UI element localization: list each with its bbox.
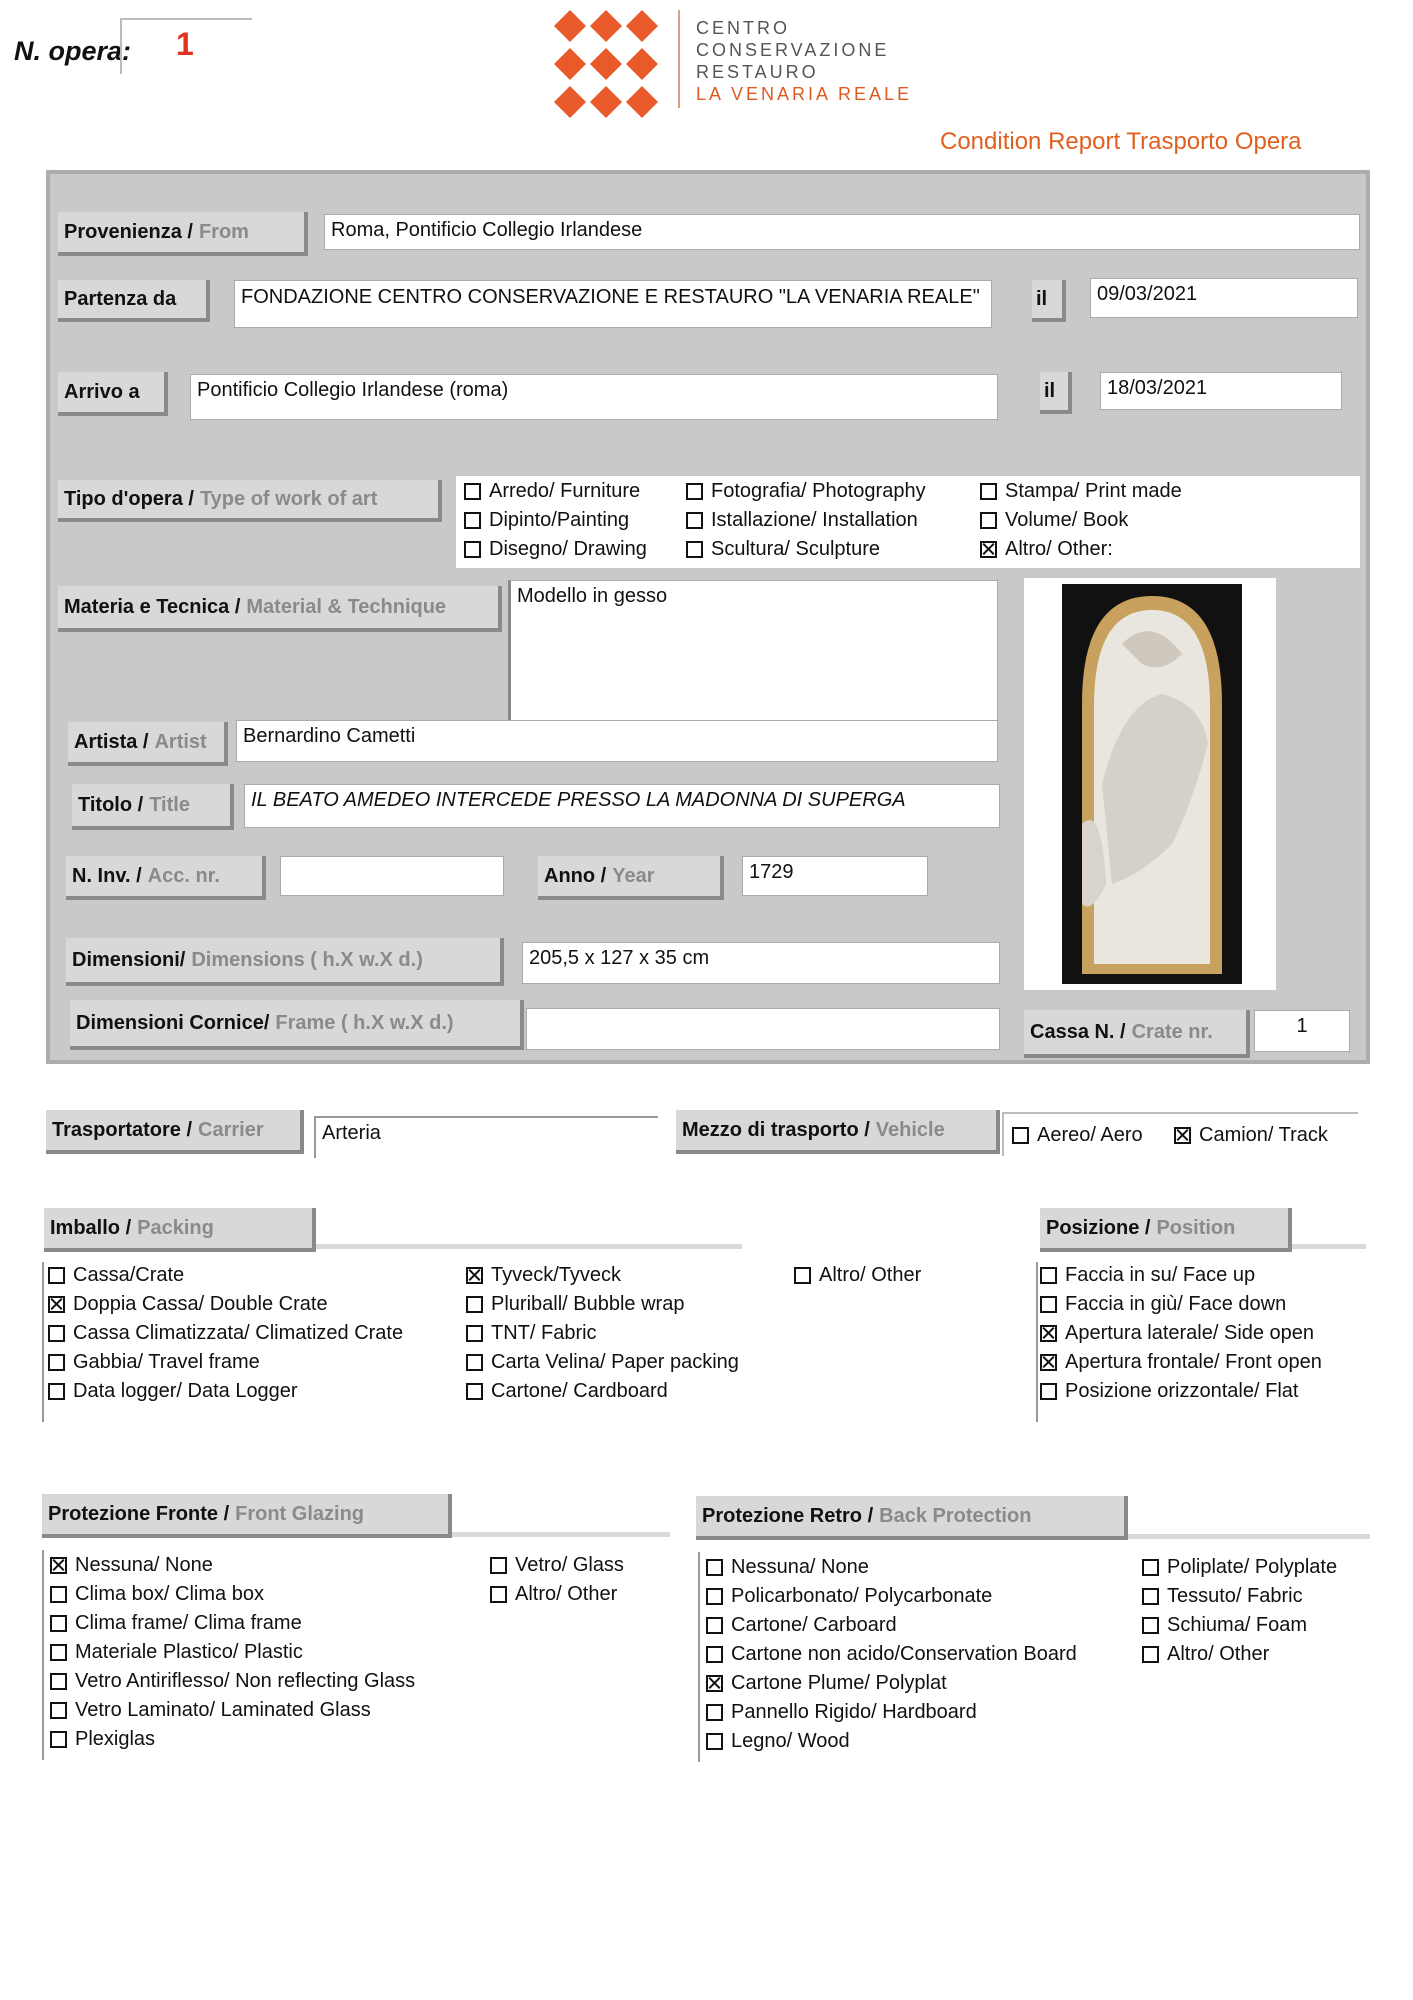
checkbox-icon[interactable] <box>466 1354 483 1371</box>
back-protection-label: Protezione Retro / Back Protection <box>696 1496 1128 1540</box>
checkbox-icon[interactable] <box>980 483 997 500</box>
checkbox-icon[interactable] <box>1142 1617 1159 1634</box>
packing-border <box>42 1262 44 1422</box>
tipo-option[interactable]: Stampa/ Print made <box>980 480 1182 503</box>
checkbox-icon[interactable] <box>706 1617 723 1634</box>
position-option[interactable]: Faccia in su/ Face up <box>1040 1264 1255 1287</box>
checkbox-icon[interactable] <box>50 1644 67 1661</box>
checkbox-checked-icon[interactable] <box>48 1296 65 1313</box>
partenza-field[interactable]: FONDAZIONE CENTRO CONSERVAZIONE E RESTAURO "LA VENARIA REALE" <box>234 280 992 328</box>
logo-text-4: LA VENARIA REALE <box>696 84 913 104</box>
back-rule <box>1128 1534 1370 1539</box>
checkbox-checked-icon[interactable] <box>1040 1354 1057 1371</box>
logo-separator <box>678 10 680 108</box>
back-option[interactable]: Poliplate/ Polyplate <box>1142 1556 1337 1579</box>
arrivo-field[interactable]: Pontificio Collegio Irlandese (roma) <box>190 374 998 420</box>
arrivo-date-label: il <box>1040 372 1072 414</box>
artista-label: Artista / Artist <box>68 722 228 766</box>
partenza-date-field[interactable]: 09/03/2021 <box>1090 278 1358 318</box>
packing-option[interactable]: Altro/ Other <box>794 1264 921 1287</box>
packing-option[interactable]: Cassa/Crate <box>48 1264 184 1287</box>
position-rule <box>1292 1244 1366 1249</box>
checkbox-icon[interactable] <box>706 1588 723 1605</box>
tipo-option[interactable]: Fotografia/ Photography <box>686 480 926 503</box>
tipo-option[interactable]: Disegno/ Drawing <box>464 538 647 561</box>
checkbox-icon[interactable] <box>686 483 703 500</box>
tipo-label: Tipo d'opera / Type of work of art <box>58 480 442 522</box>
materia-label: Materia e Tecnica / Material & Technique <box>58 586 502 632</box>
packing-rule <box>316 1244 742 1249</box>
checkbox-checked-icon[interactable] <box>466 1267 483 1284</box>
checkbox-icon[interactable] <box>706 1733 723 1750</box>
checkbox-icon[interactable] <box>706 1646 723 1663</box>
n-opera-value[interactable]: 1 <box>176 26 194 62</box>
position-option[interactable]: Faccia in giù/ Face down <box>1040 1293 1286 1316</box>
tipo-option[interactable]: Istallazione/ Installation <box>686 509 918 532</box>
logo-text-2: CONSERVAZIONE <box>696 40 890 60</box>
checkbox-icon[interactable] <box>1142 1559 1159 1576</box>
front-option[interactable]: Clima frame/ Clima frame <box>50 1612 302 1635</box>
artwork-photo-frame <box>1024 578 1276 990</box>
position-label: Posizione / Position <box>1040 1208 1292 1252</box>
tipo-option[interactable]: Volume/ Book <box>980 509 1128 532</box>
vehicle-options-group <box>1002 1112 1358 1156</box>
checkbox-icon[interactable] <box>48 1325 65 1342</box>
front-border <box>42 1550 44 1760</box>
provenienza-field[interactable]: Roma, Pontificio Collegio Irlandese <box>324 214 1360 250</box>
checkbox-icon[interactable] <box>490 1586 507 1603</box>
checkbox-checked-icon[interactable] <box>1174 1127 1191 1144</box>
checkbox-icon[interactable] <box>1142 1646 1159 1663</box>
anno-field[interactable]: 1729 <box>742 856 928 896</box>
packing-option[interactable]: TNT/ Fabric <box>466 1322 597 1345</box>
back-option[interactable]: Policarbonato/ Polycarbonate <box>706 1585 992 1608</box>
packing-option[interactable]: Cassa Climatizzata/ Climatized Crate <box>48 1322 403 1345</box>
back-option[interactable]: Cartone Plume/ Polyplat <box>706 1672 947 1695</box>
tipo-options-group <box>456 476 1360 568</box>
tipo-option[interactable]: Arredo/ Furniture <box>464 480 640 503</box>
partenza-date-label: il <box>1032 280 1066 322</box>
vehicle-option[interactable]: Camion/ Track <box>1174 1124 1328 1147</box>
packing-option[interactable]: Gabbia/ Travel frame <box>48 1351 260 1374</box>
checkbox-icon[interactable] <box>464 512 481 529</box>
dimensioni-field[interactable]: 205,5 x 127 x 35 cm <box>522 942 1000 984</box>
checkbox-checked-icon[interactable] <box>50 1557 67 1574</box>
back-option[interactable]: Tessuto/ Fabric <box>1142 1585 1303 1608</box>
front-option[interactable]: Materiale Plastico/ Plastic <box>50 1641 303 1664</box>
checkbox-icon[interactable] <box>706 1704 723 1721</box>
packing-option[interactable]: Pluriball/ Bubble wrap <box>466 1293 684 1316</box>
logo-diamonds-icon <box>548 8 668 120</box>
position-option[interactable]: Posizione orizzontale/ Flat <box>1040 1380 1298 1403</box>
checkbox-icon[interactable] <box>50 1586 67 1603</box>
checkbox-icon[interactable] <box>490 1557 507 1574</box>
front-option[interactable]: Plexiglas <box>50 1728 155 1751</box>
carrier-label: Trasportatore / Carrier <box>46 1110 304 1154</box>
cassa-field[interactable]: 1 <box>1254 1010 1350 1052</box>
packing-option[interactable]: Data logger/ Data Logger <box>48 1380 298 1403</box>
checkbox-icon[interactable] <box>464 541 481 558</box>
position-option[interactable]: Apertura frontale/ Front open <box>1040 1351 1322 1374</box>
packing-option[interactable]: Carta Velina/ Paper packing <box>466 1351 739 1374</box>
front-option[interactable]: Nessuna/ None <box>50 1554 213 1577</box>
report-title: Condition Report Trasporto Opera <box>940 128 1302 155</box>
back-option[interactable]: Legno/ Wood <box>706 1730 850 1753</box>
front-protection-label: Protezione Fronte / Front Glazing <box>42 1494 452 1538</box>
checkbox-icon[interactable] <box>1040 1296 1057 1313</box>
arrivo-date-field[interactable]: 18/03/2021 <box>1100 372 1342 410</box>
inv-label: N. Inv. / Acc. nr. <box>66 856 266 900</box>
anno-label: Anno / Year <box>538 856 724 900</box>
checkbox-icon[interactable] <box>48 1383 65 1400</box>
vehicle-label: Mezzo di trasporto / Vehicle <box>676 1110 1000 1154</box>
artista-field[interactable]: Bernardino Cametti <box>236 720 998 762</box>
checkbox-icon[interactable] <box>50 1731 67 1748</box>
dimensioni-label: Dimensioni/ Dimensions ( h.X w.X d.) <box>66 938 504 986</box>
logo-text-1: CENTRO <box>696 18 790 38</box>
front-option[interactable]: Vetro Antiriflesso/ Non reflecting Glass <box>50 1670 415 1693</box>
tipo-option[interactable]: Altro/ Other: <box>980 538 1113 561</box>
checkbox-icon[interactable] <box>1040 1383 1057 1400</box>
checkbox-checked-icon[interactable] <box>980 541 997 558</box>
back-border <box>698 1552 700 1762</box>
inv-field[interactable] <box>280 856 504 896</box>
artwork-photo <box>1062 584 1242 984</box>
back-option[interactable]: Cartone/ Carboard <box>706 1614 897 1637</box>
front-option[interactable]: Altro/ Other <box>490 1583 617 1606</box>
carrier-field[interactable]: Arteria <box>314 1116 658 1158</box>
back-option[interactable]: Cartone non acido/Conservation Board <box>706 1643 1077 1666</box>
packing-option[interactable]: Doppia Cassa/ Double Crate <box>48 1293 328 1316</box>
checkbox-icon[interactable] <box>1012 1127 1029 1144</box>
checkbox-icon[interactable] <box>466 1296 483 1313</box>
checkbox-icon[interactable] <box>50 1702 67 1719</box>
position-border <box>1036 1262 1038 1422</box>
checkbox-icon[interactable] <box>464 483 481 500</box>
back-option[interactable]: Nessuna/ None <box>706 1556 869 1579</box>
checkbox-icon[interactable] <box>50 1615 67 1632</box>
packing-option[interactable]: Cartone/ Cardboard <box>466 1380 668 1403</box>
vehicle-option[interactable]: Aereo/ Aero <box>1012 1124 1143 1147</box>
arrivo-label: Arrivo a <box>58 372 168 416</box>
checkbox-icon[interactable] <box>1040 1267 1057 1284</box>
titolo-label: Titolo / Title <box>72 784 234 830</box>
n-opera-label: N. opera: <box>14 36 132 66</box>
checkbox-icon[interactable] <box>686 541 703 558</box>
checkbox-icon[interactable] <box>50 1673 67 1690</box>
tipo-option[interactable]: Scultura/ Sculpture <box>686 538 880 561</box>
front-option[interactable]: Vetro Laminato/ Laminated Glass <box>50 1699 371 1722</box>
checkbox-icon[interactable] <box>706 1559 723 1576</box>
cassa-label: Cassa N. / Crate nr. <box>1024 1010 1250 1058</box>
packing-label: Imballo / Packing <box>44 1208 316 1252</box>
checkbox-icon[interactable] <box>794 1267 811 1284</box>
front-rule <box>452 1532 670 1537</box>
provenienza-label: Provenienza / From <box>58 212 308 256</box>
checkbox-icon[interactable] <box>48 1354 65 1371</box>
titolo-field[interactable]: IL BEATO AMEDEO INTERCEDE PRESSO LA MADONNA DI SUPERGA <box>244 784 1000 828</box>
checkbox-icon[interactable] <box>466 1383 483 1400</box>
checkbox-icon[interactable] <box>980 512 997 529</box>
back-option[interactable]: Pannello Rigido/ Hardboard <box>706 1701 977 1724</box>
checkbox-icon[interactable] <box>686 512 703 529</box>
checkbox-checked-icon[interactable] <box>1040 1325 1057 1342</box>
checkbox-icon[interactable] <box>48 1267 65 1284</box>
checkbox-icon[interactable] <box>466 1325 483 1342</box>
tipo-option[interactable]: Dipinto/Painting <box>464 509 629 532</box>
back-option[interactable]: Altro/ Other <box>1142 1643 1269 1666</box>
partenza-label: Partenza da <box>58 280 210 322</box>
checkbox-icon[interactable] <box>1142 1588 1159 1605</box>
cornice-field[interactable] <box>526 1008 1000 1050</box>
checkbox-checked-icon[interactable] <box>706 1675 723 1692</box>
position-option[interactable]: Apertura laterale/ Side open <box>1040 1322 1314 1345</box>
materia-field[interactable]: Modello in gesso <box>508 580 998 722</box>
packing-option[interactable]: Tyveck/Tyveck <box>466 1264 621 1287</box>
cornice-label: Dimensioni Cornice/ Frame ( h.X w.X d.) <box>70 1000 524 1050</box>
front-option[interactable]: Vetro/ Glass <box>490 1554 624 1577</box>
front-option[interactable]: Clima box/ Clima box <box>50 1583 264 1606</box>
logo-text-3: RESTAURO <box>696 62 819 82</box>
back-option[interactable]: Schiuma/ Foam <box>1142 1614 1307 1637</box>
